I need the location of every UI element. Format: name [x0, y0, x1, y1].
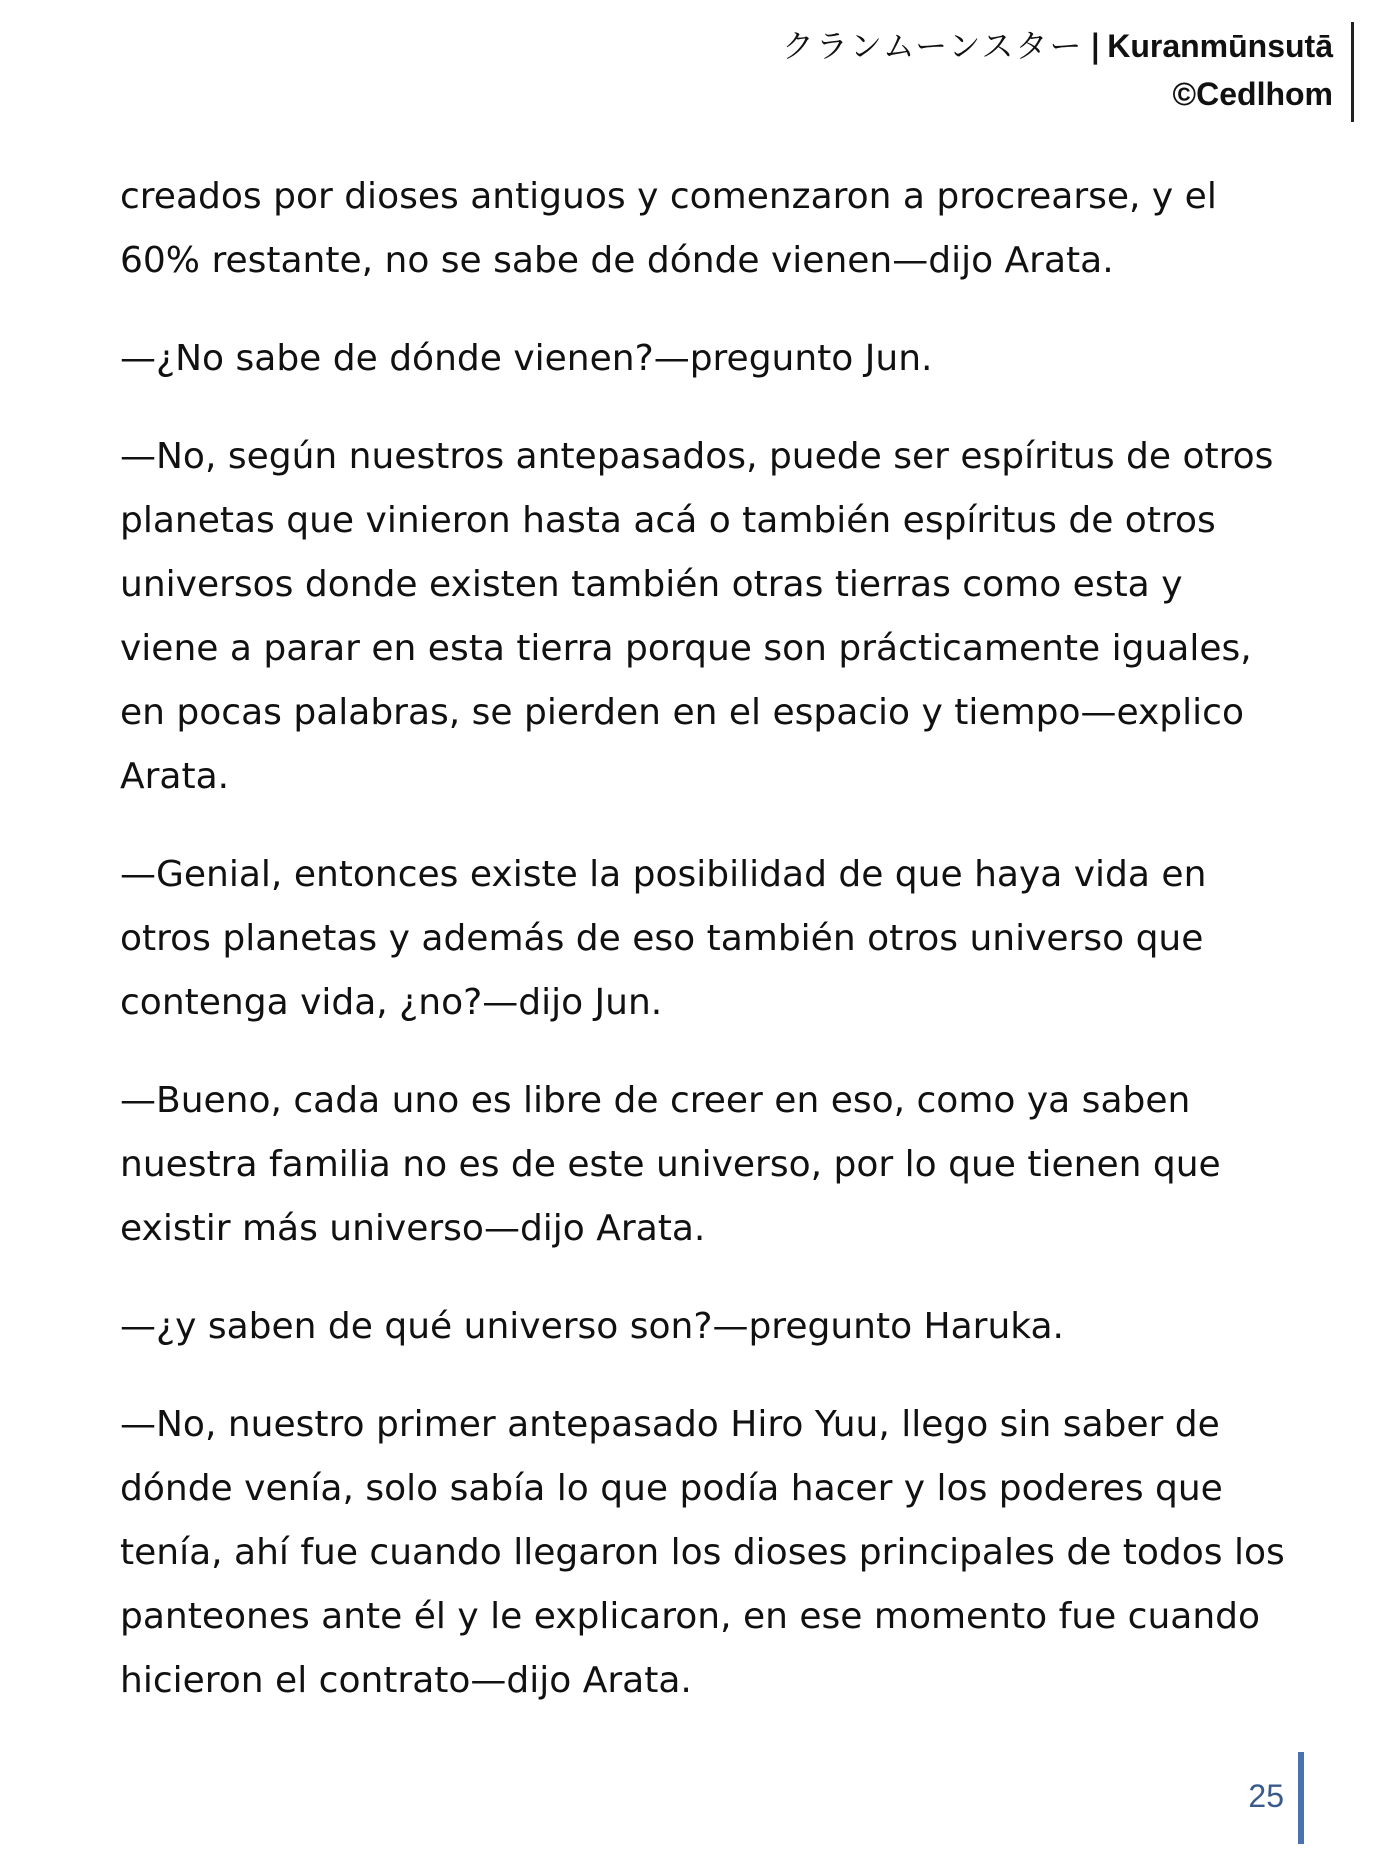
- page-body: [120, 165, 1290, 1747]
- page-header: [782, 22, 1354, 122]
- paragraph: —Genial, entonces existe la posibilidad de que haya vida en otros planetas y además de eso también otros universo que contenga vida, ¿no?—dijo Jun.: [120, 854, 1207, 1023]
- paragraph: —No, según nuestros antepasados, puede ser espíritus de otros planetas que vinieron hasta acá o también espíritus de otros universos donde existen también otras tierras como esta y viene a parar en esta tierra porque son prácticamente iguales, en pocas palabras, se pierden en el espacio y tiempo—explico Arata.: [120, 436, 1274, 797]
- header-copyright: ©Cedlhom: [1172, 76, 1333, 112]
- page-footer: [1248, 1752, 1304, 1844]
- paragraph: —¿y saben de qué universo son?—pregunto Haruka.: [120, 1306, 1064, 1347]
- paragraph: creados por dioses antiguos y comenzaron a procrearse, y el 60% restante, no se sabe de dónde vienen—dijo Arata.: [120, 176, 1217, 281]
- header-japanese-title: クランムーンスター: [781, 27, 1084, 65]
- header-separator: |: [1089, 27, 1102, 65]
- header-romaji-title: Kuranmūnsutā: [1107, 28, 1333, 64]
- page-number: 25: [1248, 1778, 1284, 1814]
- paragraph: —¿No sabe de dónde vienen?—pregunto Jun.: [120, 338, 933, 379]
- header-title-line: [782, 22, 1333, 70]
- page-number-accent-bar: [1298, 1752, 1304, 1844]
- paragraph: —No, nuestro primer antepasado Hiro Yuu, llego sin saber de dónde venía, solo sabía lo que podía hacer y los poderes que tenía, ahí fue cuando llegaron los dioses principales de todos los panteones ante él y le explicaron, en ese momento fue cuando hicieron el contrato—dijo Arata.: [120, 1404, 1285, 1701]
- paragraph: —Bueno, cada uno es libre de creer en eso, como ya saben nuestra familia no es de este universo, por lo que tienen que existir más universo—dijo Arata.: [120, 1080, 1221, 1249]
